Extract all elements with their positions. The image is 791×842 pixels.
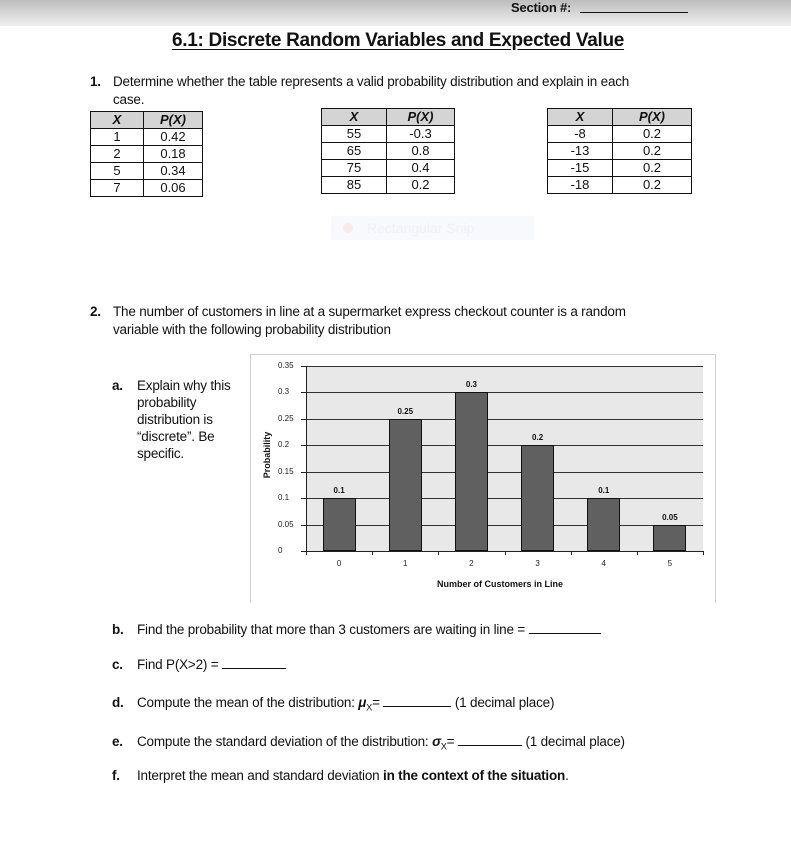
gridline	[306, 392, 703, 393]
y-tick-mark	[301, 392, 306, 393]
bar-data-label: 0.3	[465, 380, 477, 390]
y-tick-label: 0.05	[278, 519, 294, 529]
gridline	[306, 419, 703, 420]
cell-x: -18	[548, 177, 613, 194]
table-row	[548, 143, 692, 160]
x-tick-label: 4	[601, 559, 606, 568]
table-header-x: X	[91, 112, 144, 129]
y-tick-mark	[301, 419, 306, 420]
table-row	[322, 143, 455, 160]
precision-note: (1 decimal place)	[525, 734, 625, 749]
part-b-text: Find the probability that more than 3 customers are waiting in line =	[137, 622, 526, 637]
part-a-line: distribution is	[137, 412, 213, 427]
part-letter: a.	[112, 378, 123, 393]
bar-5	[653, 525, 686, 551]
cell-px: 0.2	[387, 177, 455, 194]
page-header-band	[0, 0, 791, 26]
part-letter: d.	[112, 695, 124, 710]
cell-x: 75	[322, 160, 387, 177]
table-row	[91, 180, 203, 197]
answer-blank-b[interactable]	[529, 621, 601, 634]
bar-4	[587, 498, 620, 551]
cell-px: 0.4	[387, 160, 455, 177]
part-e	[112, 733, 712, 751]
table-row	[91, 146, 203, 163]
x-axis-label: Number of Customers in Line	[436, 579, 563, 589]
section-number-blank[interactable]	[580, 12, 688, 13]
y-tick-mark	[301, 445, 306, 446]
question-text-cont: variable with the following probability distribution	[113, 322, 391, 337]
cell-px: -0.3	[387, 126, 455, 143]
cell-x: -15	[548, 160, 613, 177]
table-row	[548, 160, 692, 177]
gridline	[306, 366, 703, 367]
cell-x: 65	[322, 143, 387, 160]
part-letter: b.	[112, 622, 124, 637]
gridline	[306, 498, 703, 499]
part-f-text: Interpret the mean and standard deviation	[137, 768, 384, 783]
question-text: The number of customers in line at a supermarket express checkout counter is a random	[113, 304, 626, 319]
y-tick-label: 0.1	[278, 493, 290, 503]
y-tick-label: 0	[278, 546, 283, 555]
y-axis-label: Probability	[262, 431, 272, 479]
probability-table-3	[547, 108, 692, 194]
y-tick-label: 0.3	[278, 387, 290, 397]
gridline	[306, 445, 703, 446]
record-icon	[343, 223, 353, 233]
x-tick-mark	[438, 551, 439, 555]
table-row	[91, 129, 203, 146]
cell-px: 0.2	[613, 126, 692, 143]
bar-data-label: 0.1	[333, 486, 345, 496]
part-b	[112, 621, 672, 639]
cell-x: -8	[548, 126, 613, 143]
question-text: Determine whether the table represents a valid probability distribution and explain in each	[113, 74, 630, 89]
cell-x: 85	[322, 177, 387, 194]
bar-data-label: 0.25	[397, 406, 414, 416]
rectangular-snip-button[interactable]	[331, 216, 534, 240]
x-tick-mark	[306, 551, 307, 555]
bar-2	[455, 392, 488, 551]
table-header-x: X	[548, 109, 613, 126]
y-tick-label: 0.35	[278, 361, 294, 370]
snip-label: Rectangular Snip	[367, 220, 475, 236]
bar-data-label: 0.2	[532, 433, 544, 443]
part-c-text: Find P(X>2) =	[137, 657, 219, 672]
x-tick-mark	[571, 551, 572, 555]
cell-px: 0.06	[144, 180, 203, 197]
gridline	[306, 472, 703, 473]
question-1	[90, 73, 710, 107]
x-tick-label: 5	[667, 559, 673, 568]
period: .	[565, 768, 569, 783]
part-a-line: probability	[137, 395, 197, 410]
y-tick-label: 0.25	[278, 413, 294, 423]
x-tick-mark	[372, 551, 373, 555]
part-letter: f.	[112, 768, 120, 783]
cell-x: -13	[548, 143, 613, 160]
gridline	[306, 525, 703, 526]
cell-x: 55	[322, 126, 387, 143]
cell-x: 5	[91, 163, 144, 180]
answer-blank-c[interactable]	[222, 656, 286, 669]
cell-px: 0.2	[613, 177, 692, 194]
table-row	[91, 163, 203, 180]
x-tick-mark	[703, 551, 704, 555]
y-tick-mark	[301, 366, 306, 367]
y-tick-mark	[301, 472, 306, 473]
mu-subscript: X	[366, 702, 373, 713]
bar-3	[521, 445, 554, 551]
table-header-px: P(X)	[387, 109, 455, 126]
cell-x: 7	[91, 180, 144, 197]
table-row	[322, 126, 455, 143]
cell-px: 0.2	[613, 160, 692, 177]
table-header-px: P(X)	[613, 109, 692, 126]
part-d-text: Compute the mean of the distribution:	[137, 695, 355, 710]
section-number-label: Section #:	[511, 0, 572, 15]
question-2	[90, 303, 710, 337]
cell-px: 0.8	[387, 143, 455, 160]
part-d	[112, 694, 672, 712]
part-a-line: “discrete”. Be	[137, 429, 215, 444]
table-row	[322, 177, 455, 194]
sigma-symbol: σ	[432, 734, 441, 749]
part-f	[112, 767, 712, 785]
part-a	[112, 377, 252, 467]
y-tick-label: 0.15	[278, 466, 294, 476]
bar-data-label: 0.05	[662, 512, 678, 522]
equals-sign: =	[446, 734, 455, 749]
x-tick-label: 2	[469, 559, 474, 568]
x-tick-mark	[637, 551, 638, 555]
y-tick-mark	[301, 498, 306, 499]
precision-note: (1 decimal place)	[454, 695, 555, 710]
bar-chart-plot-area	[306, 366, 703, 551]
question-number: 2.	[90, 304, 101, 319]
x-tick-label: 1	[403, 559, 408, 568]
table-row	[322, 160, 455, 177]
answer-blank-e[interactable]	[458, 733, 522, 746]
bar-0	[323, 498, 356, 551]
part-a-line: specific.	[137, 446, 184, 461]
bar-1	[389, 419, 422, 551]
cell-px: 0.42	[144, 129, 203, 146]
question-number: 1.	[90, 74, 101, 89]
bar-data-label: 0.1	[598, 486, 610, 496]
sigma-subscript: X	[440, 741, 447, 752]
part-letter: e.	[112, 734, 123, 749]
page-title: 6.1: Discrete Random Variables and Expected Value	[172, 30, 625, 51]
y-tick-label: 0.2	[278, 440, 290, 450]
cell-px: 0.18	[144, 146, 203, 163]
question-text-cont: case.	[113, 92, 145, 107]
x-tick-label: 3	[535, 559, 540, 568]
part-c	[112, 656, 672, 674]
part-f-emphasis: in the context of the situation	[383, 768, 566, 783]
mu-symbol: μ	[358, 695, 367, 710]
cell-px: 0.34	[144, 163, 203, 180]
part-e-text: Compute the standard deviation of the distribution:	[137, 734, 429, 749]
part-a-line: Explain why this	[137, 378, 231, 393]
y-tick-mark	[301, 525, 306, 526]
x-tick-label: 0	[336, 559, 342, 568]
part-letter: c.	[112, 657, 123, 672]
cell-px: 0.2	[613, 143, 692, 160]
answer-blank-d[interactable]	[383, 694, 451, 707]
x-tick-mark	[505, 551, 506, 555]
probability-table-1	[90, 111, 203, 197]
table-header-px: P(X)	[144, 112, 203, 129]
table-header-x: X	[322, 109, 387, 126]
cell-x: 1	[91, 129, 144, 146]
table-row	[548, 177, 692, 194]
equals-sign: =	[372, 695, 380, 710]
cell-x: 2	[91, 146, 144, 163]
probability-table-2	[321, 108, 455, 194]
table-row	[548, 126, 692, 143]
